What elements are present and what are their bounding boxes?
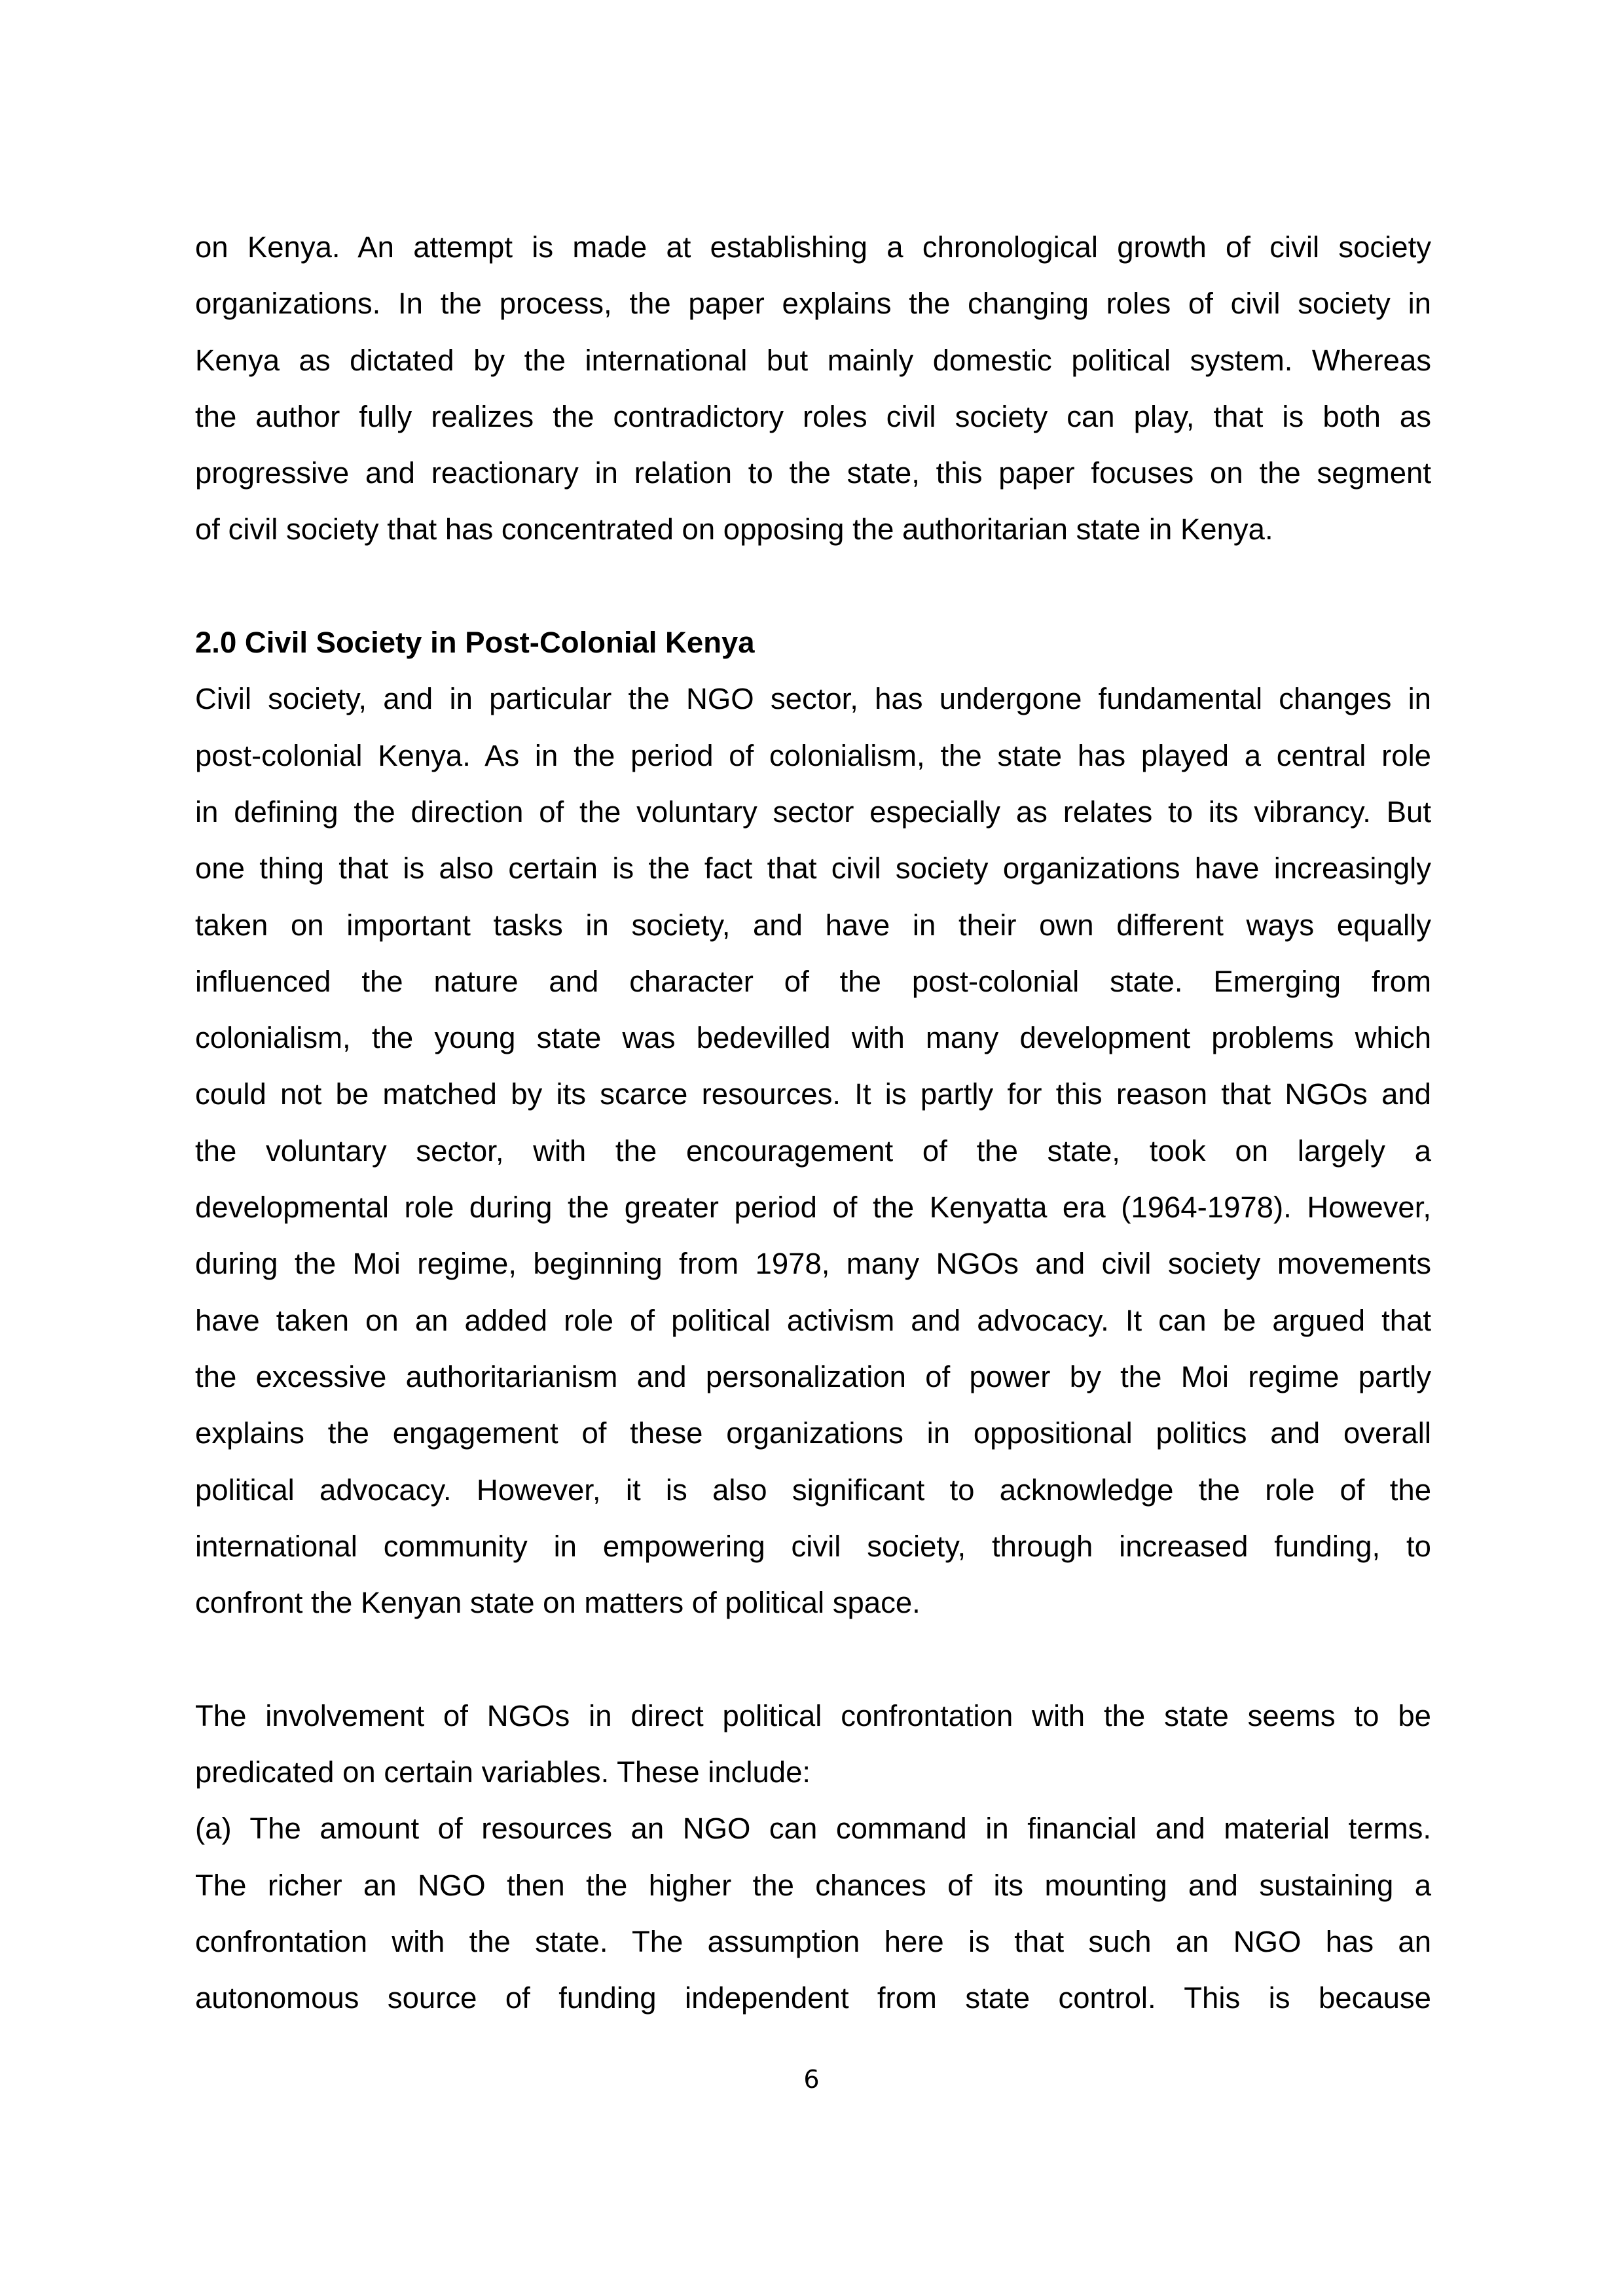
text-line: have taken on an added role of political activism and advocacy. It can be argued that [195, 1303, 1431, 1337]
text-line: post-colonial Kenya. As in the period of colonialism, the state has played a central role [195, 738, 1431, 772]
text-line: colonialism, the young state was bedevilled with many development problems which [195, 1021, 1431, 1055]
text-line: confrontation with the state. The assumption here is that such an NGO has an [195, 1924, 1431, 1958]
text-line: predicated on certain variables. These include: [195, 1755, 811, 1789]
text-line: taken on important tasks in society, and have in their own different ways equally [195, 908, 1431, 942]
text-line: the author fully realizes the contradictory roles civil society can play, that is both as [195, 399, 1431, 433]
text-line: The richer an NGO then the higher the chances of its mounting and sustaining a [195, 1868, 1431, 1902]
text-line: (a) The amount of resources an NGO can command in financial and material terms. [195, 1812, 1431, 1846]
text-line: influenced the nature and character of the post-colonial state. Emerging from [195, 964, 1431, 998]
text-line: in defining the direction of the voluntary sector especially as relates to its vibrancy. But [195, 795, 1431, 829]
text-line: confront the Kenyan state on matters of political space. [195, 1586, 921, 1620]
paragraph-spacer [195, 1631, 1431, 1687]
text-line: during the Moi regime, beginning from 1978, many NGOs and civil society movements [195, 1247, 1431, 1281]
text-line: international community in empowering civil society, through increased funding, to [195, 1529, 1431, 1563]
text-line: progressive and reactionary in relation to the state, this paper focuses on the segment [195, 456, 1431, 490]
document-page [195, 219, 1431, 2027]
paragraph-spacer [195, 558, 1431, 615]
page-number: 6 [803, 2065, 820, 2094]
section-paragraph-2 [195, 1688, 1431, 1801]
text-line: the excessive authoritarianism and personalization of power by the Moi regime partly [195, 1359, 1431, 1393]
text-line: on Kenya. An attempt is made at establishing a chronological growth of civil society [195, 230, 1431, 264]
text-line: Civil society, and in particular the NGO sector, has undergone fundamental changes in [195, 682, 1431, 716]
text-line: organizations. In the process, the paper explains the changing roles of civil society in [195, 287, 1431, 321]
text-line: Kenya as dictated by the international but mainly domestic political system. Whereas [195, 343, 1431, 377]
text-line: of civil society that has concentrated on opposing the authoritarian state in Kenya. [195, 512, 1273, 547]
text-line: The involvement of NGOs in direct political confrontation with the state seems to be [195, 1698, 1431, 1732]
text-line: developmental role during the greater period of the Kenyatta era (1964-1978). However, [195, 1191, 1431, 1225]
section-paragraph-1 [195, 671, 1431, 1631]
text-line: explains the engagement of these organizations in oppositional politics and overall [195, 1416, 1431, 1450]
text-line: could not be matched by its scarce resources. It is partly for this reason that NGOs and [195, 1077, 1431, 1111]
section-heading: 2.0 Civil Society in Post-Colonial Kenya [195, 626, 755, 660]
text-line: political advocacy. However, it is also significant to acknowledge the role of the [195, 1473, 1431, 1507]
text-line: one thing that is also certain is the fact that civil society organizations have increasingly [195, 852, 1431, 886]
list-item-a [195, 1801, 1431, 2026]
text-line: the voluntary sector, with the encouragement of the state, took on largely a [195, 1134, 1431, 1168]
intro-paragraph [195, 219, 1431, 558]
text-line: autonomous source of funding independent from state control. This is because [195, 1981, 1431, 2015]
